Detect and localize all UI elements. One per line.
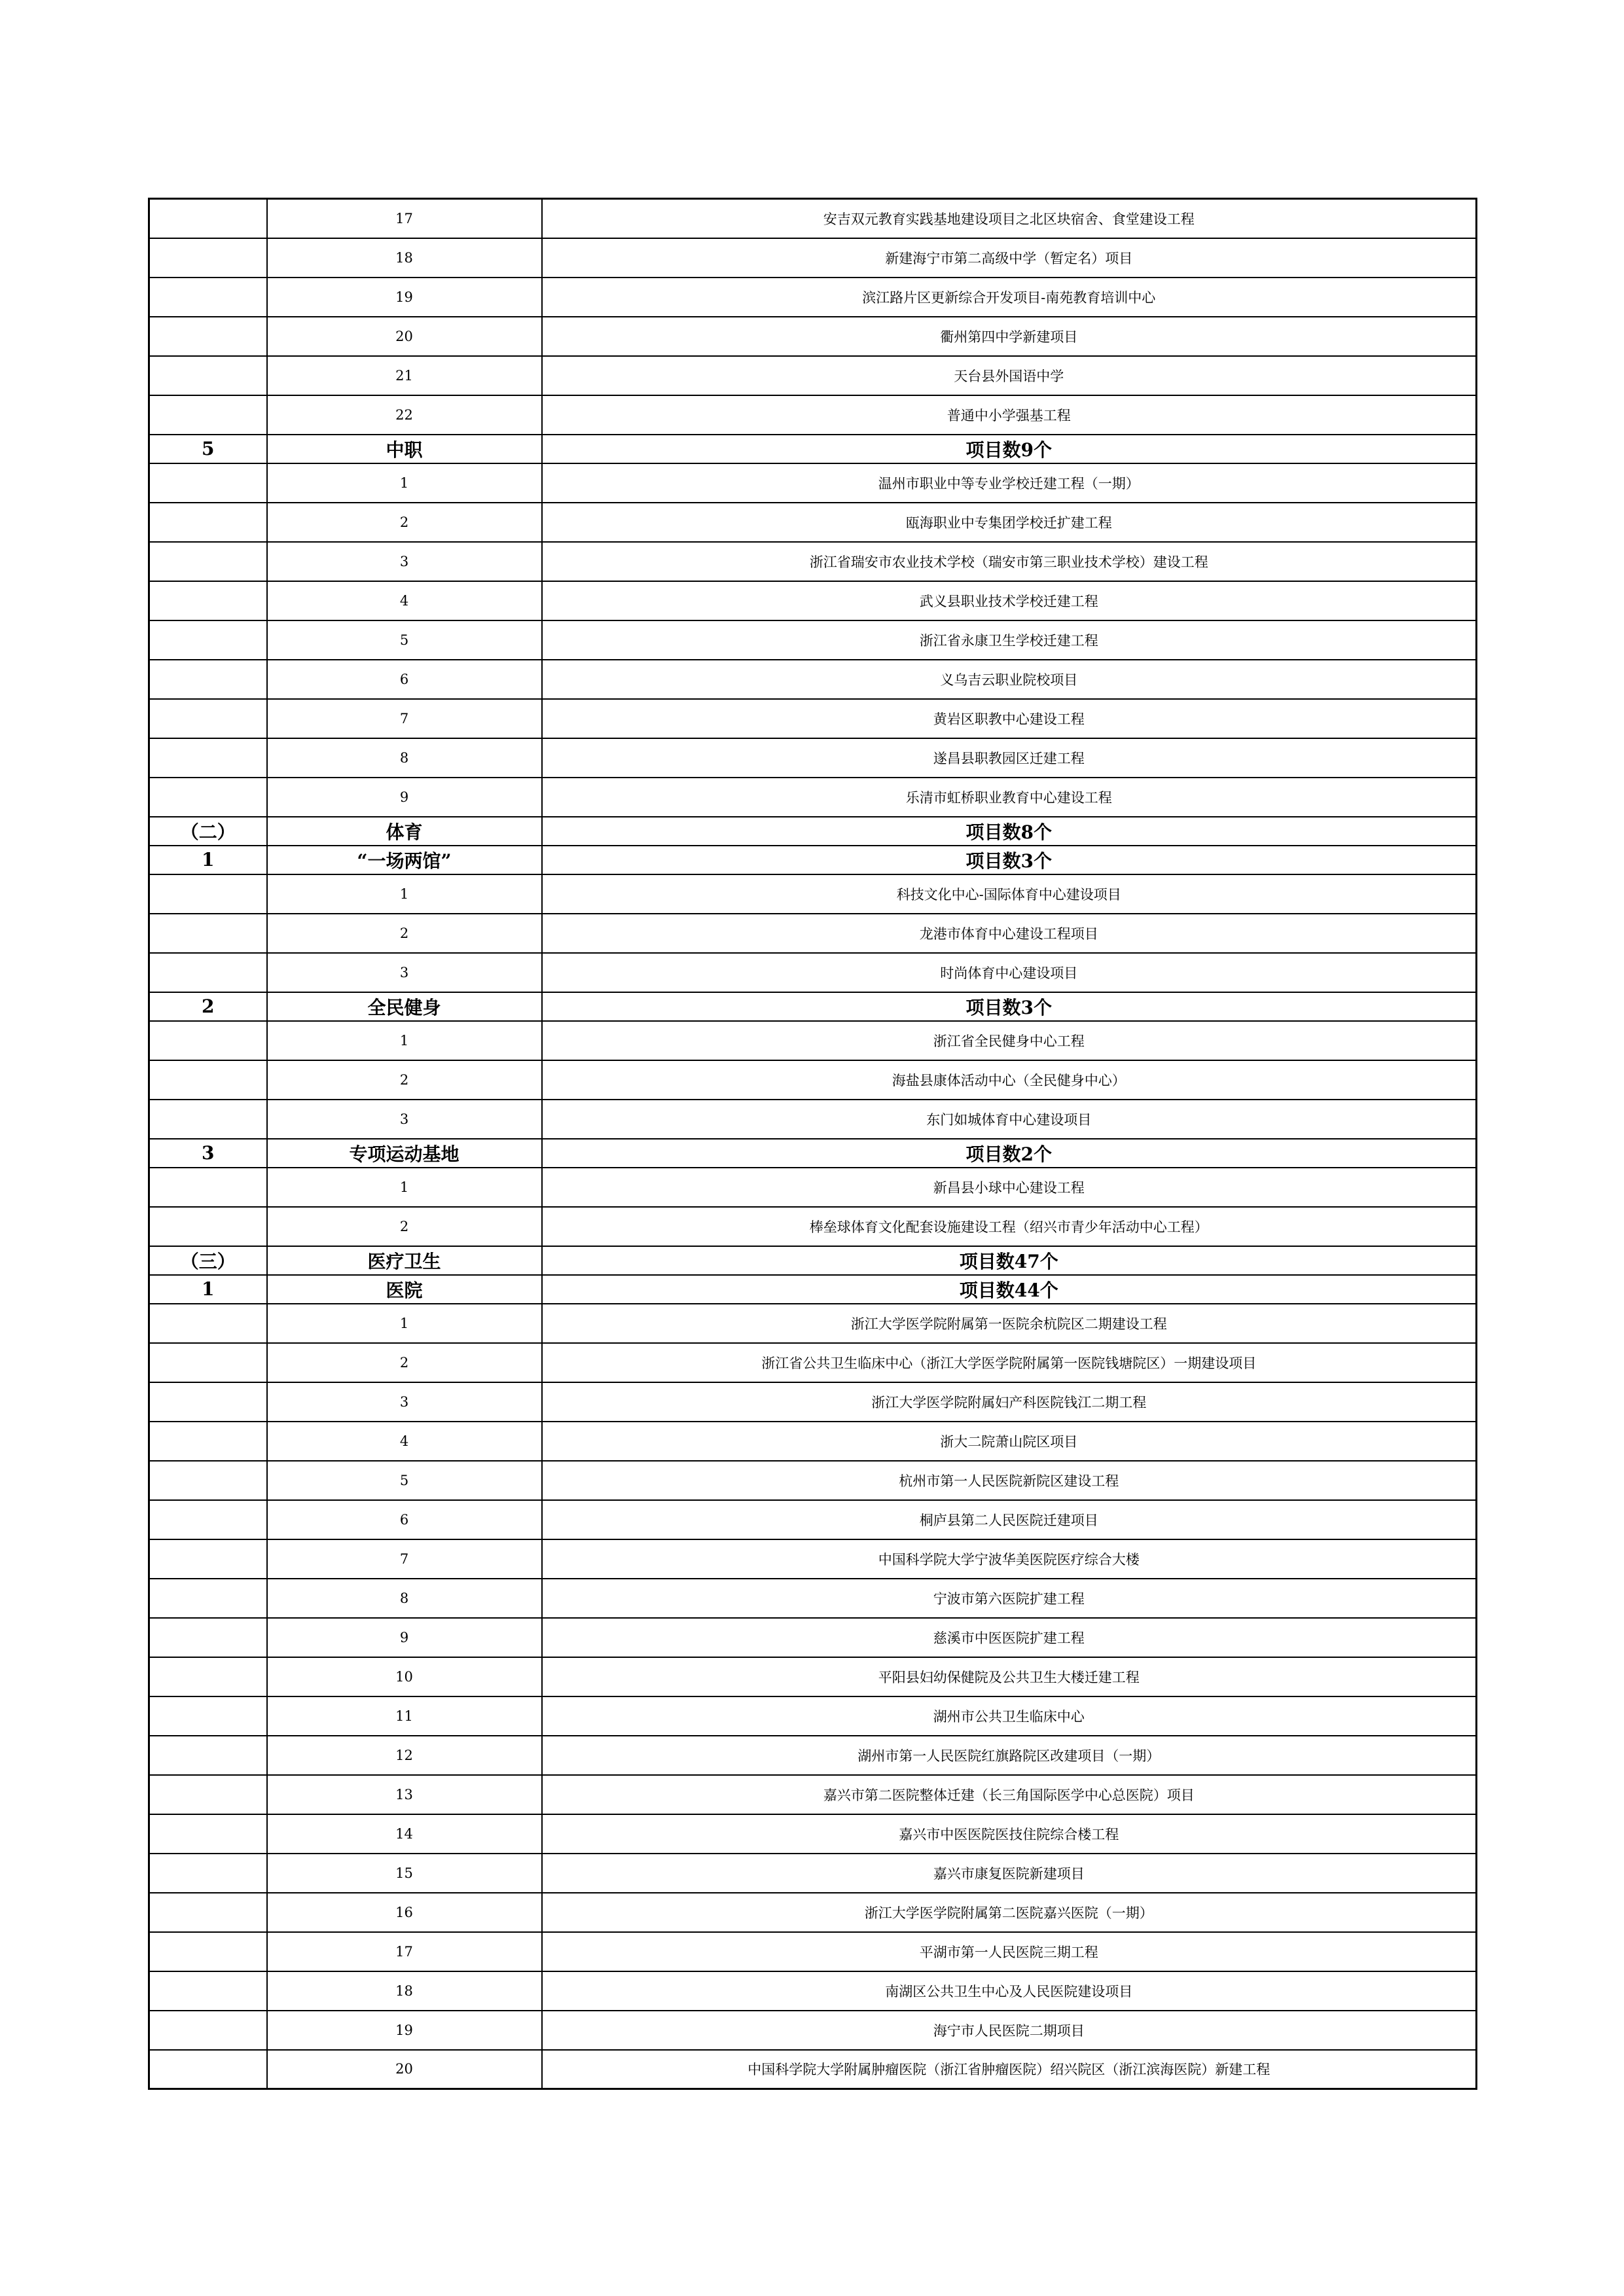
index-cell: 9 — [267, 778, 542, 817]
table-row — [149, 1100, 1477, 1139]
index-cell: 20 — [267, 2050, 542, 2089]
category-cell — [149, 953, 267, 992]
table-row — [149, 1971, 1477, 2011]
project-name-cell: 遂昌县职教园区迁建工程 — [542, 738, 1477, 778]
project-name-cell: 温州市职业中等专业学校迁建工程（一期） — [542, 463, 1477, 503]
table-row — [149, 778, 1477, 817]
project-name-cell: 龙港市体育中心建设工程项目 — [542, 914, 1477, 953]
table-row — [149, 1207, 1477, 1246]
section-header-row — [149, 846, 1477, 874]
project-name-cell: 浙江大学医学院附属第二医院嘉兴医院（一期） — [542, 1893, 1477, 1932]
project-name-cell: 嘉兴市第二医院整体迁建（长三角国际医学中心总医院）项目 — [542, 1775, 1477, 1814]
section-header-row — [149, 1246, 1477, 1275]
table-row — [149, 278, 1477, 317]
table-row — [149, 238, 1477, 278]
index-cell: 17 — [267, 199, 542, 238]
category-cell — [149, 914, 267, 953]
table-row — [149, 1382, 1477, 1422]
index-cell: “一场两馆” — [267, 846, 542, 874]
category-cell: 1 — [149, 1275, 267, 1304]
project-name-cell: 项目数8个 — [542, 817, 1477, 846]
category-cell — [149, 1207, 267, 1246]
table-row — [149, 1814, 1477, 1854]
index-cell: 18 — [267, 1971, 542, 2011]
category-cell — [149, 1893, 267, 1932]
table-row — [149, 317, 1477, 356]
project-name-cell: 义乌吉云职业院校项目 — [542, 660, 1477, 699]
section-header-row — [149, 817, 1477, 846]
category-cell — [149, 874, 267, 914]
project-name-cell: 东门如城体育中心建设项目 — [542, 1100, 1477, 1139]
project-name-cell: 中国科学院大学宁波华美医院医疗综合大楼 — [542, 1539, 1477, 1579]
category-cell — [149, 278, 267, 317]
section-header-row — [149, 435, 1477, 463]
index-cell: 2 — [267, 914, 542, 953]
project-name-cell: 武义县职业技术学校迁建工程 — [542, 581, 1477, 620]
category-cell — [149, 1971, 267, 2011]
category-cell — [149, 1539, 267, 1579]
category-cell — [149, 1382, 267, 1422]
project-name-cell: 平湖市第一人民医院三期工程 — [542, 1932, 1477, 1971]
index-cell: 3 — [267, 542, 542, 581]
project-name-cell: 浙江省瑞安市农业技术学校（瑞安市第三职业技术学校）建设工程 — [542, 542, 1477, 581]
index-cell: 6 — [267, 1500, 542, 1539]
index-cell: 2 — [267, 503, 542, 542]
category-cell — [149, 503, 267, 542]
project-name-cell: 天台县外国语中学 — [542, 356, 1477, 395]
table-row — [149, 1696, 1477, 1736]
table-row — [149, 1422, 1477, 1461]
category-cell — [149, 1932, 267, 1971]
category-cell — [149, 2050, 267, 2089]
project-name-cell: 新建海宁市第二高级中学（暂定名）项目 — [542, 238, 1477, 278]
table-row — [149, 874, 1477, 914]
category-cell — [149, 1422, 267, 1461]
table-row — [149, 1168, 1477, 1207]
index-cell: 1 — [267, 1168, 542, 1207]
project-name-cell: 普通中小学强基工程 — [542, 395, 1477, 435]
table-row — [149, 914, 1477, 953]
table-row — [149, 1500, 1477, 1539]
index-cell: 22 — [267, 395, 542, 435]
project-name-cell: 项目数9个 — [542, 435, 1477, 463]
table-row — [149, 1775, 1477, 1814]
index-cell: 17 — [267, 1932, 542, 1971]
table-row — [149, 1461, 1477, 1500]
category-cell — [149, 1168, 267, 1207]
table-row — [149, 660, 1477, 699]
table-row — [149, 953, 1477, 992]
project-name-cell: 浙江省永康卫生学校迁建工程 — [542, 620, 1477, 660]
category-cell: （三） — [149, 1246, 267, 1275]
category-cell — [149, 1343, 267, 1382]
table-row — [149, 395, 1477, 435]
table-row — [149, 1618, 1477, 1657]
category-cell — [149, 1696, 267, 1736]
index-cell: 医院 — [267, 1275, 542, 1304]
category-cell: 2 — [149, 992, 267, 1021]
project-name-cell: 湖州市公共卫生临床中心 — [542, 1696, 1477, 1736]
category-cell — [149, 395, 267, 435]
project-name-cell: 宁波市第六医院扩建工程 — [542, 1579, 1477, 1618]
category-cell — [149, 542, 267, 581]
category-cell: 3 — [149, 1139, 267, 1168]
category-cell — [149, 463, 267, 503]
index-cell: 15 — [267, 1854, 542, 1893]
project-name-cell: 平阳县妇幼保健院及公共卫生大楼迁建工程 — [542, 1657, 1477, 1696]
category-cell — [149, 620, 267, 660]
index-cell: 全民健身 — [267, 992, 542, 1021]
category-cell: （二） — [149, 817, 267, 846]
index-cell: 2 — [267, 1207, 542, 1246]
index-cell: 2 — [267, 1060, 542, 1100]
category-cell — [149, 1021, 267, 1060]
project-name-cell: 嘉兴市中医医院医技住院综合楼工程 — [542, 1814, 1477, 1854]
project-name-cell: 黄岩区职教中心建设工程 — [542, 699, 1477, 738]
category-cell — [149, 1461, 267, 1500]
category-cell — [149, 738, 267, 778]
project-name-cell: 时尚体育中心建设项目 — [542, 953, 1477, 992]
category-cell — [149, 317, 267, 356]
table-row — [149, 1304, 1477, 1343]
table-row — [149, 581, 1477, 620]
project-table-body — [149, 199, 1477, 2089]
project-name-cell: 杭州市第一人民医院新院区建设工程 — [542, 1461, 1477, 1500]
table-row — [149, 503, 1477, 542]
table-row — [149, 1343, 1477, 1382]
category-cell — [149, 1500, 267, 1539]
section-header-row — [149, 992, 1477, 1021]
index-cell: 13 — [267, 1775, 542, 1814]
index-cell: 8 — [267, 738, 542, 778]
project-name-cell: 浙江省公共卫生临床中心（浙江大学医学院附属第一医院钱塘院区）一期建设项目 — [542, 1343, 1477, 1382]
index-cell: 专项运动基地 — [267, 1139, 542, 1168]
index-cell: 4 — [267, 1422, 542, 1461]
table-row — [149, 2050, 1477, 2089]
index-cell: 5 — [267, 620, 542, 660]
table-row — [149, 1060, 1477, 1100]
project-name-cell: 科技文化中心-国际体育中心建设项目 — [542, 874, 1477, 914]
project-name-cell: 海盐县康体活动中心（全民健身中心） — [542, 1060, 1477, 1100]
index-cell: 11 — [267, 1696, 542, 1736]
table-row — [149, 738, 1477, 778]
project-name-cell: 项目数47个 — [542, 1246, 1477, 1275]
index-cell: 9 — [267, 1618, 542, 1657]
index-cell: 19 — [267, 278, 542, 317]
category-cell — [149, 1814, 267, 1854]
category-cell — [149, 1579, 267, 1618]
index-cell: 7 — [267, 1539, 542, 1579]
index-cell: 6 — [267, 660, 542, 699]
index-cell: 3 — [267, 1382, 542, 1422]
project-name-cell: 浙江大学医学院附属第一医院余杭院区二期建设工程 — [542, 1304, 1477, 1343]
project-name-cell: 滨江路片区更新综合开发项目-南苑教育培训中心 — [542, 278, 1477, 317]
table-row — [149, 1539, 1477, 1579]
project-name-cell: 慈溪市中医医院扩建工程 — [542, 1618, 1477, 1657]
project-name-cell: 棒垒球体育文化配套设施建设工程（绍兴市青少年活动中心工程） — [542, 1207, 1477, 1246]
category-cell — [149, 1775, 267, 1814]
table-row — [149, 542, 1477, 581]
category-cell — [149, 1304, 267, 1343]
project-name-cell: 项目数3个 — [542, 846, 1477, 874]
index-cell: 1 — [267, 1021, 542, 1060]
index-cell: 21 — [267, 356, 542, 395]
index-cell: 医疗卫生 — [267, 1246, 542, 1275]
category-cell — [149, 238, 267, 278]
category-cell: 1 — [149, 846, 267, 874]
index-cell: 7 — [267, 699, 542, 738]
project-name-cell: 中国科学院大学附属肿瘤医院（浙江省肿瘤医院）绍兴院区（浙江滨海医院）新建工程 — [542, 2050, 1477, 2089]
project-name-cell: 浙江大学医学院附属妇产科医院钱江二期工程 — [542, 1382, 1477, 1422]
project-name-cell: 瓯海职业中专集团学校迁扩建工程 — [542, 503, 1477, 542]
index-cell: 5 — [267, 1461, 542, 1500]
index-cell: 14 — [267, 1814, 542, 1854]
category-cell — [149, 2011, 267, 2050]
category-cell — [149, 581, 267, 620]
project-name-cell: 南湖区公共卫生中心及人民医院建设项目 — [542, 1971, 1477, 2011]
project-name-cell: 新昌县小球中心建设工程 — [542, 1168, 1477, 1207]
category-cell — [149, 1100, 267, 1139]
index-cell: 20 — [267, 317, 542, 356]
index-cell: 8 — [267, 1579, 542, 1618]
index-cell: 1 — [267, 874, 542, 914]
project-name-cell: 项目数2个 — [542, 1139, 1477, 1168]
table-row — [149, 1736, 1477, 1775]
project-name-cell: 浙大二院萧山院区项目 — [542, 1422, 1477, 1461]
table-row — [149, 1579, 1477, 1618]
index-cell: 2 — [267, 1343, 542, 1382]
index-cell: 4 — [267, 581, 542, 620]
project-name-cell: 海宁市人民医院二期项目 — [542, 2011, 1477, 2050]
index-cell: 体育 — [267, 817, 542, 846]
table-row — [149, 356, 1477, 395]
section-header-row — [149, 1139, 1477, 1168]
category-cell — [149, 699, 267, 738]
project-name-cell: 项目数44个 — [542, 1275, 1477, 1304]
category-cell — [149, 1618, 267, 1657]
project-name-cell: 乐清市虹桥职业教育中心建设工程 — [542, 778, 1477, 817]
index-cell: 1 — [267, 1304, 542, 1343]
index-cell: 19 — [267, 2011, 542, 2050]
project-name-cell: 桐庐县第二人民医院迁建项目 — [542, 1500, 1477, 1539]
index-cell: 1 — [267, 463, 542, 503]
table-row — [149, 1657, 1477, 1696]
category-cell — [149, 356, 267, 395]
index-cell: 12 — [267, 1736, 542, 1775]
section-header-row — [149, 1275, 1477, 1304]
category-cell — [149, 1854, 267, 1893]
project-name-cell: 浙江省全民健身中心工程 — [542, 1021, 1477, 1060]
table-row — [149, 1893, 1477, 1932]
index-cell: 10 — [267, 1657, 542, 1696]
category-cell — [149, 1060, 267, 1100]
index-cell: 16 — [267, 1893, 542, 1932]
category-cell — [149, 778, 267, 817]
index-cell: 3 — [267, 953, 542, 992]
project-name-cell: 嘉兴市康复医院新建项目 — [542, 1854, 1477, 1893]
table-row — [149, 2011, 1477, 2050]
category-cell — [149, 1657, 267, 1696]
project-table — [148, 198, 1477, 2090]
index-cell: 中职 — [267, 435, 542, 463]
category-cell — [149, 1736, 267, 1775]
index-cell: 3 — [267, 1100, 542, 1139]
project-name-cell: 衢州第四中学新建项目 — [542, 317, 1477, 356]
table-row — [149, 199, 1477, 238]
table-row — [149, 1932, 1477, 1971]
table-row — [149, 463, 1477, 503]
project-name-cell: 项目数3个 — [542, 992, 1477, 1021]
table-row — [149, 1854, 1477, 1893]
index-cell: 18 — [267, 238, 542, 278]
category-cell — [149, 199, 267, 238]
table-row — [149, 1021, 1477, 1060]
category-cell — [149, 660, 267, 699]
category-cell: 5 — [149, 435, 267, 463]
project-name-cell: 湖州市第一人民医院红旗路院区改建项目（一期） — [542, 1736, 1477, 1775]
project-name-cell: 安吉双元教育实践基地建设项目之北区块宿舍、食堂建设工程 — [542, 199, 1477, 238]
table-row — [149, 699, 1477, 738]
table-row — [149, 620, 1477, 660]
